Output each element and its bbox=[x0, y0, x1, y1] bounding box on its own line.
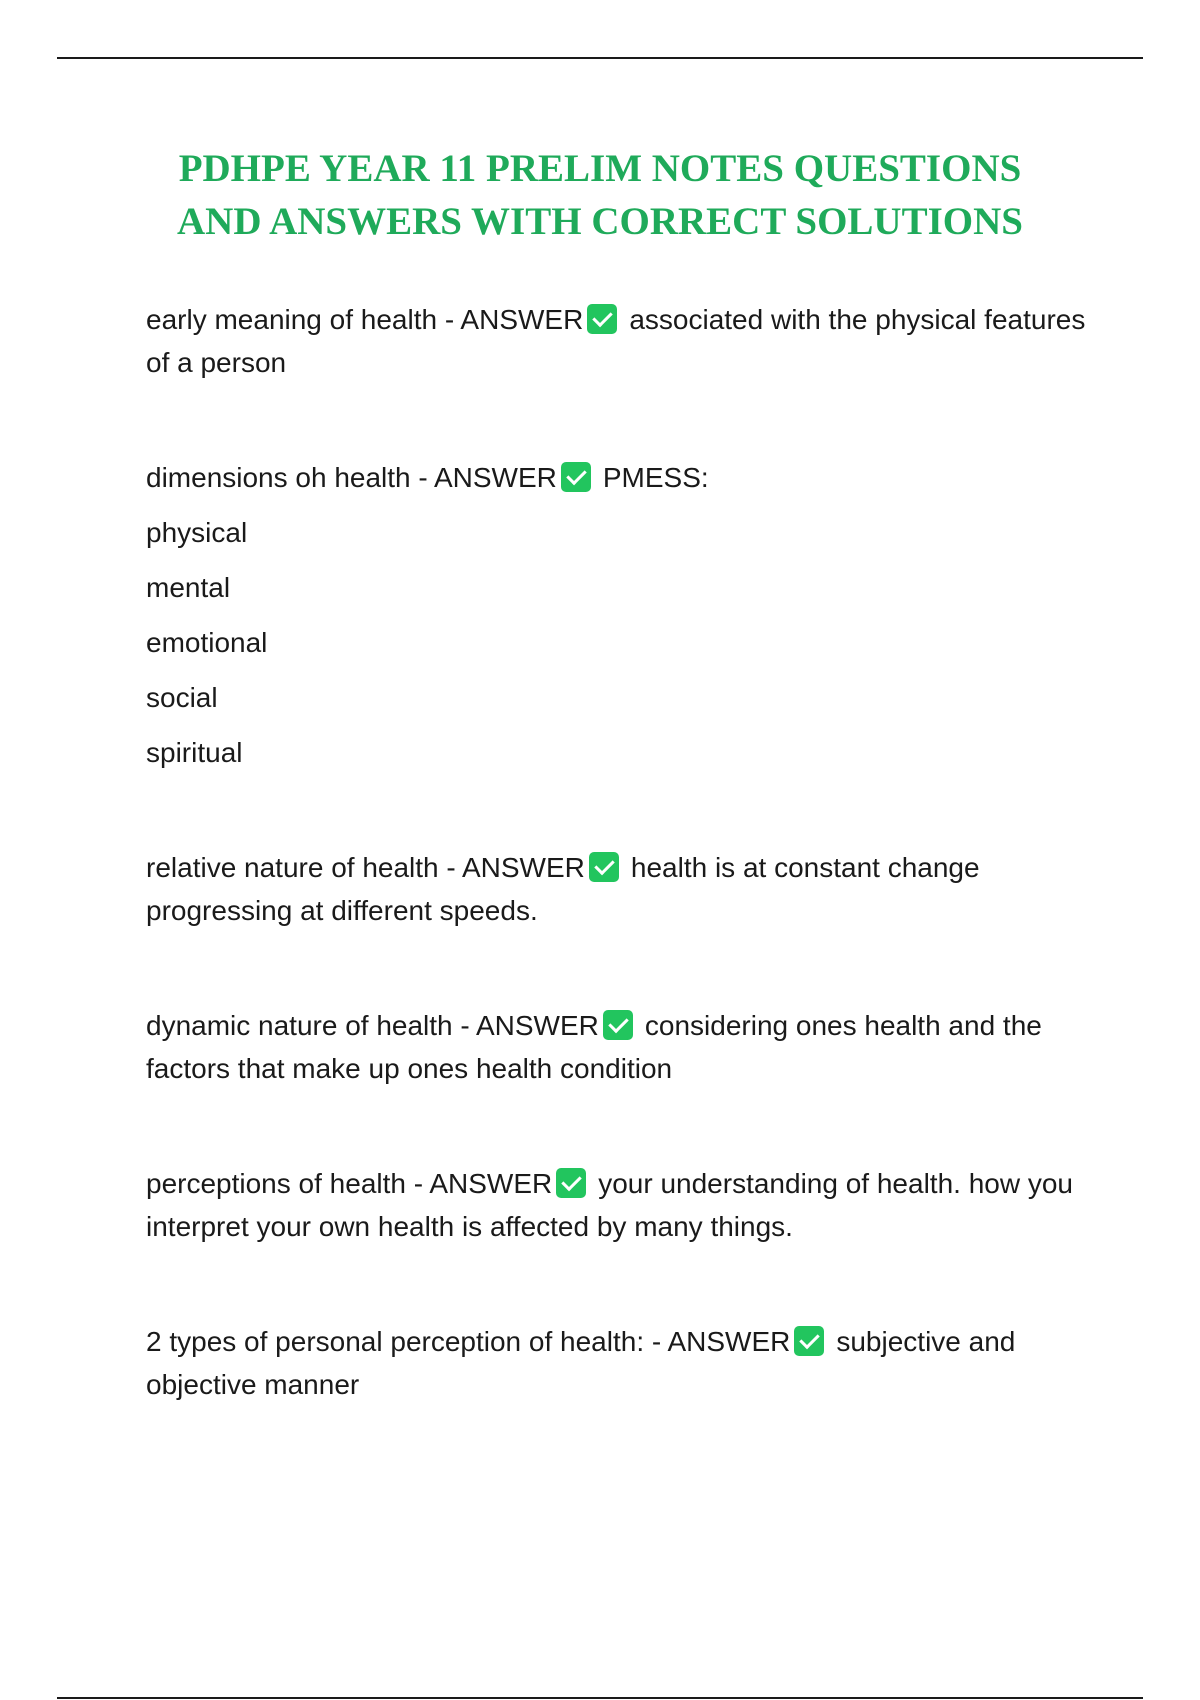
title-line-1: PDHPE YEAR 11 PRELIM NOTES QUESTIONS bbox=[178, 147, 1022, 190]
top-rule bbox=[57, 57, 1143, 59]
answer-text: considering ones health and the factors that make up ones health condition bbox=[146, 1010, 1042, 1084]
check-square-icon bbox=[794, 1326, 824, 1356]
list-item: mental bbox=[146, 572, 231, 603]
qa-entry: perceptions of health - ANSWER your understanding of health. how you interpret your own health is affected by many things. bbox=[146, 1168, 1073, 1242]
answer-text: associated with the physical features of a person bbox=[146, 304, 1086, 378]
answer-label: ANSWER bbox=[475, 1010, 599, 1041]
question-text: dimensions oh health bbox=[146, 462, 411, 493]
check-square-icon bbox=[589, 852, 619, 882]
qa-list bbox=[146, 298, 1106, 1406]
answer-label: ANSWER bbox=[460, 304, 584, 335]
question-text: 2 types of personal perception of health: bbox=[146, 1326, 645, 1357]
answer-text: health is at constant change progressing at different speeds. bbox=[146, 852, 980, 926]
qa-entry: dimensions oh health - ANSWER PMESS: bbox=[146, 462, 709, 493]
answer-label: ANSWER bbox=[429, 1168, 553, 1199]
question-text: relative nature of health bbox=[146, 852, 439, 883]
check-square-icon bbox=[603, 1010, 633, 1040]
answer-label: ANSWER bbox=[433, 462, 557, 493]
check-square-icon bbox=[561, 462, 591, 492]
answer-label: ANSWER bbox=[461, 852, 585, 883]
bottom-rule bbox=[57, 1697, 1143, 1699]
document-title bbox=[100, 142, 1100, 248]
list-item: emotional bbox=[146, 627, 268, 658]
answer-text: your understanding of health. how you interpret your own health is affected by many things. bbox=[146, 1168, 1073, 1242]
answer-text: subjective and objective manner bbox=[146, 1326, 1016, 1400]
answer-text: PMESS: bbox=[602, 462, 709, 493]
list-item: social bbox=[146, 682, 218, 713]
title-line-2: AND ANSWERS WITH CORRECT SOLUTIONS bbox=[177, 200, 1023, 243]
check-square-icon bbox=[587, 304, 617, 334]
qa-entry: early meaning of health - ANSWER associated with the physical features of a person bbox=[146, 304, 1086, 378]
qa-entry: 2 types of personal perception of health: - ANSWER subjective and objective manner bbox=[146, 1326, 1016, 1400]
answer-label: ANSWER bbox=[667, 1326, 791, 1357]
question-text: perceptions of health bbox=[146, 1168, 406, 1199]
question-text: dynamic nature of health bbox=[146, 1010, 453, 1041]
list-item: spiritual bbox=[146, 737, 243, 768]
question-text: early meaning of health bbox=[146, 304, 438, 335]
list-item: physical bbox=[146, 517, 248, 548]
qa-entry: relative nature of health - ANSWER health is at constant change progressing at different speeds. bbox=[146, 852, 980, 926]
qa-entry: dynamic nature of health - ANSWER considering ones health and the factors that make up ones health condition bbox=[146, 1010, 1042, 1084]
check-square-icon bbox=[556, 1168, 586, 1198]
